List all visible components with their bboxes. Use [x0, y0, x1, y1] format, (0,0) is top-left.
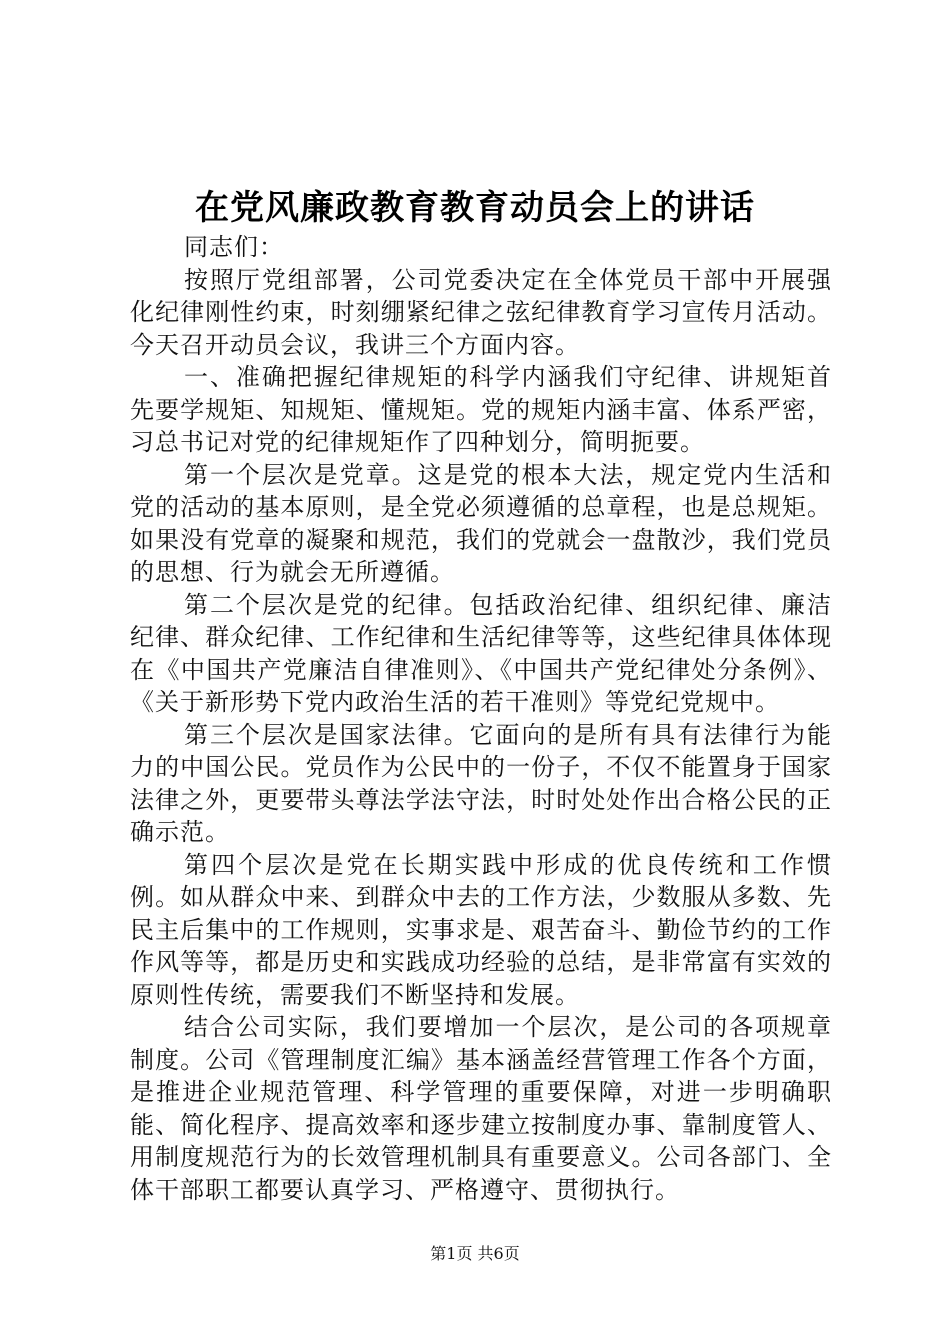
- document-body: [130, 231, 832, 1206]
- level-two-paragraph: 第二个层次是党的纪律。包括政治纪律、组织纪律、廉洁纪律、群众纪律、工作纪律和生活纪律等等，这些纪律具体体现在《中国共产党廉洁自律准则》、《中国共产党纪律处分条例》、《关于新形势下党内政治生活的若干准则》等党纪党规中。: [130, 590, 832, 716]
- intro-paragraph: 按照厅党组部署，公司党委决定在全体党员干部中开展强化纪律刚性约束，时刻绷紧纪律之弦纪律教育学习宣传月活动。今天召开动员会议，我讲三个方面内容。: [130, 265, 832, 359]
- salutation-paragraph: 同志们：: [184, 233, 284, 261]
- company-rules-paragraph: 结合公司实际，我们要增加一个层次，是公司的各项规章制度。公司《管理制度汇编》基本涵盖经营管理工作各个方面，是推进企业规范管理、科学管理的重要保障，对进一步明确职能、简化程序、提高效率和逐步建立按制度办事、靠制度管人、用制度规范行为的长效管理机制具有重要意义。公司各部门、全体干部职工都要认真学习、严格遵守、贯彻执行。: [130, 1013, 832, 1204]
- level-three-paragraph: 第三个层次是国家法律。它面向的是所有具有法律行为能力的中国公民。党员作为公民中的一份子，不仅不能置身于国家法律之外，更要带头尊法学法守法，时时处处作出合格公民的正确示范。: [130, 720, 832, 846]
- section-one-paragraph: 一、准确把握纪律规矩的科学内涵我们守纪律、讲规矩首先要学规矩、知规矩、懂规矩。党的规矩内涵丰富、体系严密，习总书记对党的纪律规矩作了四种划分，简明扼要。: [130, 363, 832, 456]
- document-title: 在党风廉政教育教育动员会上的讲话: [195, 188, 755, 228]
- level-four-paragraph: 第四个层次是党在长期实践中形成的优良传统和工作惯例。如从群众中来、到群众中去的工作方法，少数服从多数、先民主后集中的工作规则，实事求是、艰苦奋斗、勤俭节约的工作作风等等，都是历史和实践成功经验的总结，是非常富有实效的原则性传统，需要我们不断坚持和发展。: [130, 850, 832, 1009]
- level-one-paragraph: 第一个层次是党章。这是党的根本大法，规定党内生活和党的活动的基本原则，是全党必须遵循的总章程，也是总规矩。如果没有党章的凝聚和规范，我们的党就会一盘散沙，我们党员的思想、行为就会无所遵循。: [130, 460, 832, 586]
- page-footer: 第1页 共6页: [430, 1244, 520, 1263]
